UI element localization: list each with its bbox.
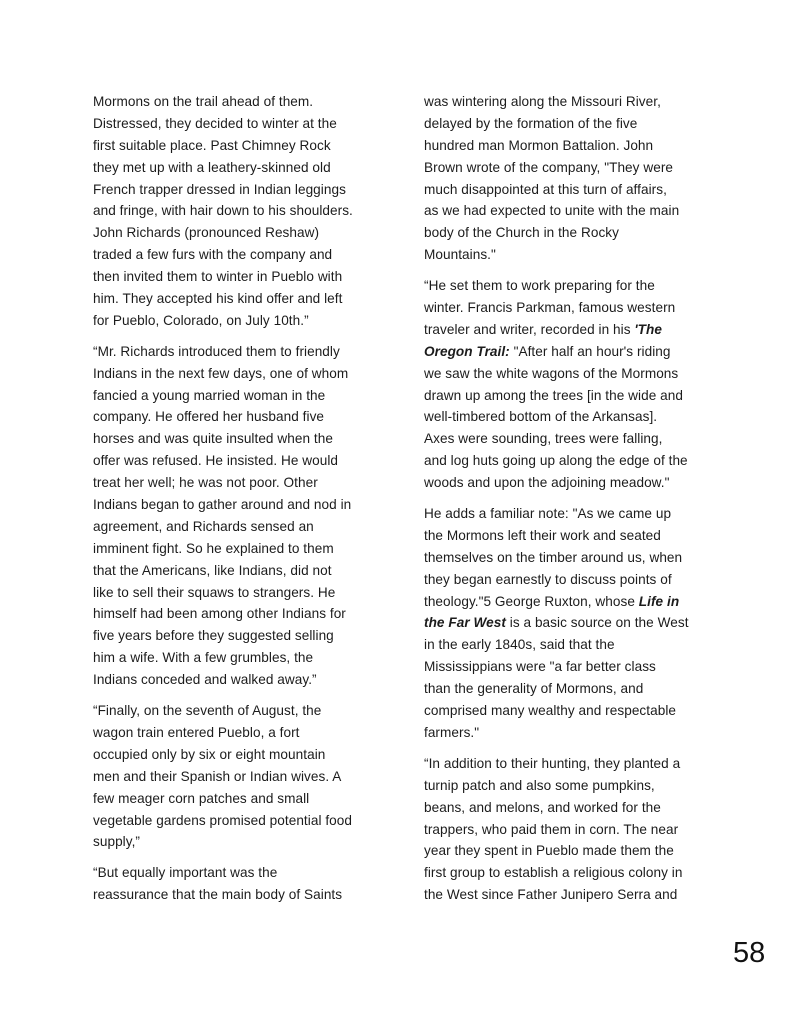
text-line: much disappointed at this turn of affairs, <box>424 181 667 197</box>
text-line <box>424 341 744 363</box>
text-line: “In addition to their hunting, they planted a <box>424 755 681 771</box>
text-line: Mississippians were "a far better class <box>424 659 656 675</box>
left-column <box>93 91 413 915</box>
text-line: year they spent in Pueblo made them the <box>424 843 674 859</box>
text-run: theology."5 George Ruxton, whose <box>424 593 639 609</box>
text-line: traded a few furs with the company and <box>93 247 333 263</box>
paragraph-missouri-river <box>424 91 744 266</box>
text-line: men and their Spanish or Indian wives. A <box>93 768 342 784</box>
text-line: we saw the white wagons of the Mormons <box>424 365 679 381</box>
text-line: in the early 1840s, said that the <box>424 637 615 653</box>
text-line: winter. Francis Parkman, famous western <box>424 300 676 316</box>
text-line: comprised many wealthy and respectable <box>424 703 677 719</box>
text-line: was wintering along the Missouri River, <box>424 94 661 109</box>
text-line: Indians in the next few days, one of whom <box>93 365 349 381</box>
page-number: 58 <box>733 937 766 969</box>
text-line: the West since Father Junipero Serra and <box>424 887 678 903</box>
text-line: horses and was quite insulted when the <box>93 431 333 447</box>
text-line: fancied a young married woman in the <box>93 387 326 403</box>
book-title-life-far-west: Life in <box>638 593 680 609</box>
text-line: vegetable gardens promised potential food <box>93 812 352 828</box>
text-line <box>424 319 744 341</box>
text-line: well-timbered bottom of the Arkansas]. <box>424 409 658 425</box>
text-line: that the Americans, like Indians, did not <box>93 562 332 578</box>
paragraph-trail-ahead <box>93 91 413 332</box>
text-line: and fringe, with hair down to his shoulders. <box>93 203 353 219</box>
text-line: Indians conceded and walked away.” <box>93 672 317 688</box>
paragraph-equally-important <box>93 862 413 906</box>
text-line: the Mormons left their work and seated <box>424 527 661 543</box>
text-line: body of the Church in the Rocky <box>424 225 619 241</box>
text-line: “But equally important was the <box>93 865 278 881</box>
text-line: beans, and melons, and worked for the <box>424 799 661 815</box>
text-line: then invited them to winter in Pueblo with <box>93 269 343 285</box>
text-line: imminent fight. So he explained to them <box>93 540 334 556</box>
text-run: is a basic source on the West <box>505 615 689 631</box>
text-line: as we had expected to unite with the main <box>424 203 680 219</box>
text-line: like to sell their squaws to strangers. He <box>93 584 336 600</box>
text-line: hundred man Mormon Battalion. John <box>424 137 654 153</box>
book-title-oregon-trail: Oregon Trail: <box>424 343 510 359</box>
text-line: “He set them to work preparing for the <box>424 278 655 294</box>
text-line: Brown wrote of the company, "They were <box>424 159 674 175</box>
text-line: Mormons on the trail ahead of them. <box>93 94 314 109</box>
text-line: supply,” <box>93 834 140 850</box>
text-line <box>424 591 744 613</box>
text-line: Distressed, they decided to winter at the <box>93 115 337 131</box>
paragraph-mr-richards <box>93 341 413 691</box>
text-line: him a wife. With a few grumbles, the <box>93 650 314 666</box>
text-line: they met up with a leathery-skinned old <box>93 159 331 175</box>
text-line: offer was refused. He insisted. He would <box>93 453 339 469</box>
text-line: first suitable place. Past Chimney Rock <box>93 137 331 153</box>
text-line: themselves on the timber around us, when <box>424 549 683 565</box>
paragraph-hunting <box>424 753 744 906</box>
text-run: "After half an hour's riding <box>509 343 671 359</box>
text-line: “Mr. Richards introduced them to friendly <box>93 343 340 359</box>
text-line: and log huts going up along the edge of the <box>424 453 688 469</box>
text-line: first group to establish a religious colony in <box>424 865 683 881</box>
book-title-life-far-west: the Far West <box>424 615 506 631</box>
text-line: company. He offered her husband five <box>93 409 325 425</box>
text-line: him. They accepted his kind offer and left <box>93 291 343 307</box>
text-line: few meager corn patches and small <box>93 790 310 806</box>
text-line: farmers." <box>424 724 480 740</box>
text-line: occupied only by six or eight mountain <box>93 746 326 762</box>
text-line: Mountains." <box>424 247 496 263</box>
text-line: they began earnestly to discuss points of <box>424 571 672 587</box>
text-line: turnip patch and also some pumpkins, <box>424 777 655 793</box>
text-line: drawn up among the trees [in the wide and <box>424 387 683 403</box>
text-line: Axes were sounding, trees were falling, <box>424 431 663 447</box>
text-line: wagon train entered Pueblo, a fort <box>93 724 300 740</box>
book-title-oregon-trail: 'The <box>634 321 662 337</box>
text-line <box>424 612 744 634</box>
text-line: woods and upon the adjoining meadow." <box>424 475 670 491</box>
text-line: for Pueblo, Colorado, on July 10th.” <box>93 312 309 328</box>
text-line: than the generality of Mormons, and <box>424 681 644 697</box>
text-line: Indians began to gather around and nod in <box>93 497 352 513</box>
text-line: agreement, and Richards sensed an <box>93 518 314 534</box>
text-line: He adds a familiar note: "As we came up <box>424 506 672 522</box>
paragraph-finally-august <box>93 700 413 853</box>
paragraph-familiar-note <box>424 503 744 744</box>
text-line: French trapper dressed in Indian leggings <box>93 181 346 197</box>
text-run: traveler and writer, recorded in his <box>424 321 635 337</box>
text-line: delayed by the formation of the five <box>424 115 638 131</box>
right-column <box>424 91 744 915</box>
text-line: John Richards (pronounced Reshaw) <box>93 225 320 241</box>
paragraph-parkman <box>424 275 744 494</box>
text-line: five years before they suggested selling <box>93 628 334 644</box>
text-line: “Finally, on the seventh of August, the <box>93 703 322 719</box>
text-line: treat her well; he was not poor. Other <box>93 475 318 491</box>
text-line: trappers, who paid them in corn. The near <box>424 821 679 837</box>
text-line: reassurance that the main body of Saints <box>93 887 343 903</box>
text-line: himself had been among other Indians for <box>93 606 346 622</box>
